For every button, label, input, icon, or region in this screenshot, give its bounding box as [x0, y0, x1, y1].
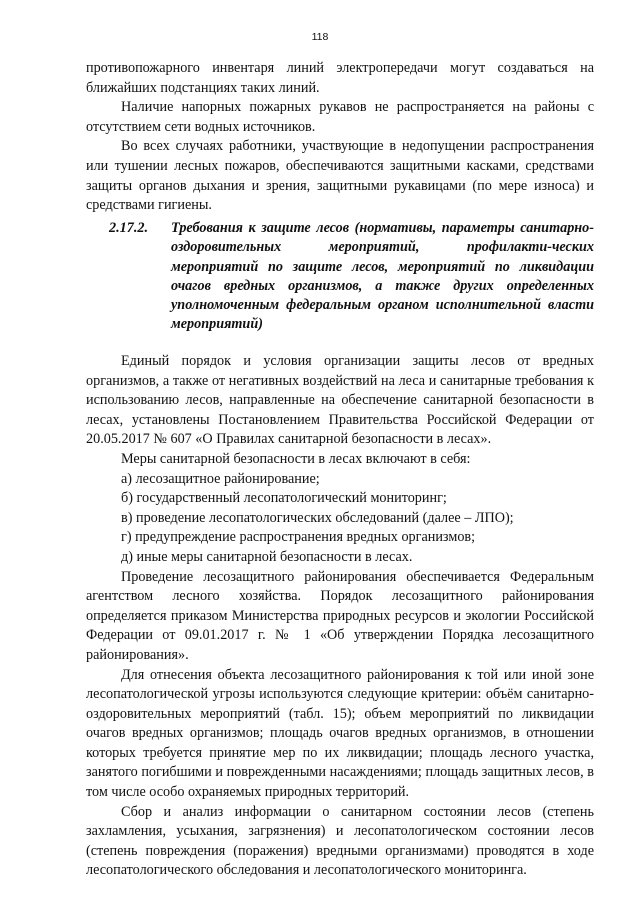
- body-section: [86, 352, 594, 881]
- list-item: в) проведение лесопатологических обследований (далее – ЛПО);: [121, 509, 514, 526]
- section-heading: [109, 219, 594, 335]
- paragraph-zoning: Проведение лесозащитного районирования обеспечивается Федеральным агентством лесного хозяйства. Порядок лесозащитного районирования определяется приказом Министерства природных ресурсов и экологии Российской Федерации от 09.01.2017 г. № 1 «Об утверждении Порядка лесозащитного районирования».: [86, 568, 594, 663]
- list-item: а) лесозащитное районирование;: [121, 470, 320, 487]
- paragraph-order: Единый порядок и условия организации защиты лесов от вредных организмов, а также от негативных воздействий на леса и санитарные требования к использованию лесов, направленные на обеспечение санитарной безопасности в лесах, установлены Постановлением Правительства Российской Федерации от 20.05.2017 № 607 «О Правилах санитарной безопасности в лесах».: [86, 353, 594, 448]
- top-section: [86, 59, 594, 216]
- measures-list: [86, 470, 594, 568]
- paragraph-continuation: противопожарного инвентаря линий электропередачи могут создаваться на ближайших подстанциях таких линий.: [86, 60, 594, 96]
- paragraph-monitoring: Сбор и анализ информации о санитарном состоянии лесов (степень захламления, усыхания, загрязнения) и лесопатологическом состоянии лесов (степень повреждения (поражения) вредными организмами) проводятся в ходе лесопатологического обследования и лесопатологического мониторинга.: [86, 803, 594, 879]
- section-title: Требования к защите лесов (нормативы, параметры санитарно-оздоровительных мероприятий, профилакти-ческих мероприятий по защите лесов, мероприятий по ликвидации очагов вредных организмов, а также других определенных уполномоченным федеральным органом исполнительной власти мероприятий): [171, 220, 594, 333]
- list-item: б) государственный лесопатологический мониторинг;: [121, 490, 447, 507]
- section-number: 2.17.2.: [109, 220, 149, 236]
- paragraph-hoses: Наличие напорных пожарных рукавов не распространяется на районы с отсутствием сети водных источников.: [86, 99, 594, 135]
- paragraph-protection: Во всех случаях работники, участвующие в недопущении распространения или тушении лесных пожаров, обеспечиваются защитными касками, средствами защиты органов дыхания и зрения, защитными рукавицами (по мере износа) и средствами гигиены.: [86, 138, 594, 214]
- paragraph-measures-intro: Меры санитарной безопасности в лесах включают в себя:: [121, 450, 471, 467]
- list-item: д) иные меры санитарной безопасности в лесах.: [121, 548, 413, 565]
- paragraph-criteria: Для отнесения объекта лесозащитного районирования к той или иной зоне лесопатологической угрозы используются следующие критерии: объём санитарно-оздоровительных мероприятий (табл. 15); объем мероприятий по ликвидации очагов вредных организмов; площадь очагов вредных организмов, в отношении которых требуется принятие мер по их ликвидации; площадь лесного участка, занятого погибшими и поврежденными насаждениями; площадь защитных лесов, в том числе особо охраняемых природных территорий.: [86, 666, 594, 801]
- page-number: 118: [311, 31, 329, 43]
- list-item: г) предупреждение распространения вредных организмов;: [121, 529, 476, 546]
